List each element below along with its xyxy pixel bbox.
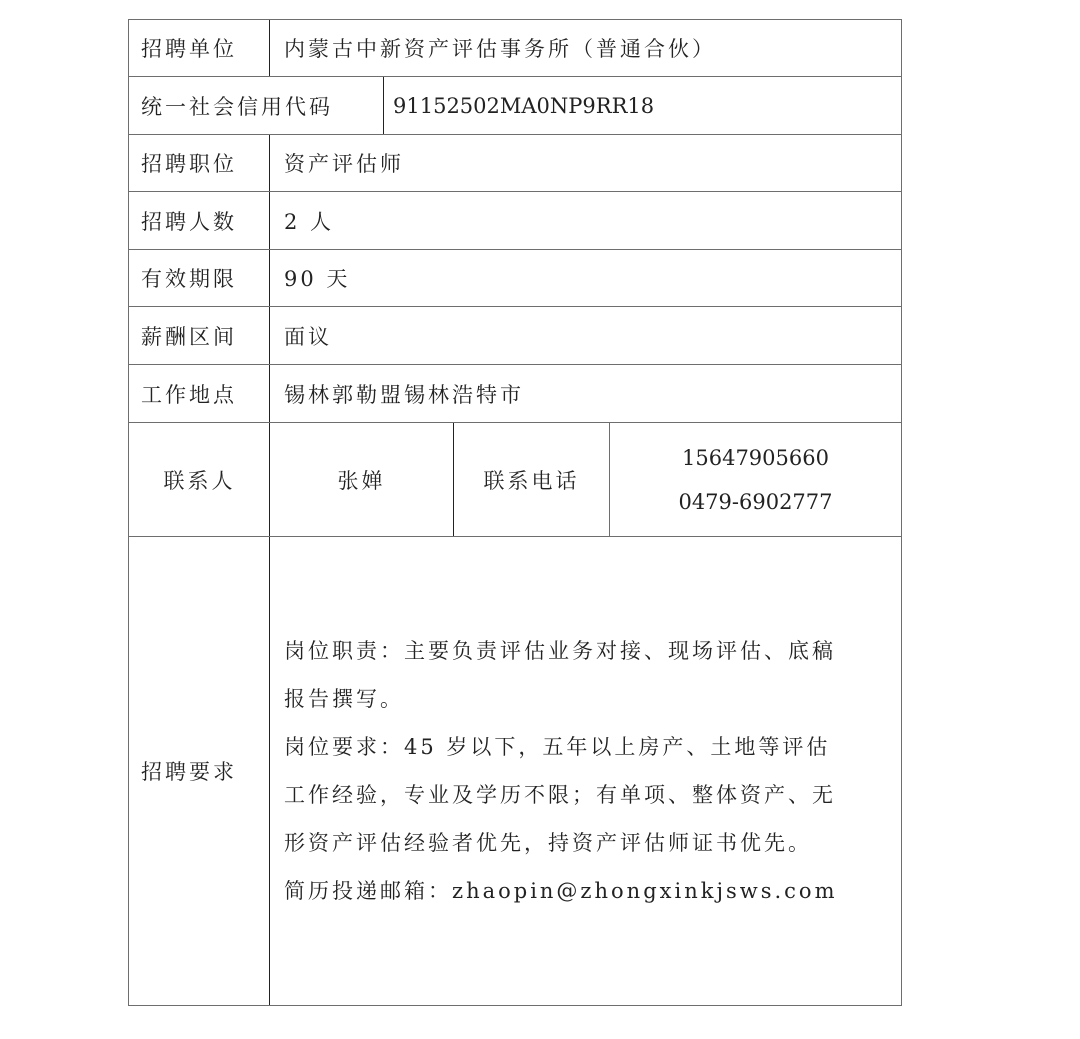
row-credit-code (129, 77, 901, 135)
position-label: 招聘职位 (141, 152, 237, 176)
phone-numbers (610, 423, 901, 536)
contact-label: 联系人 (163, 468, 236, 493)
job-posting-table (128, 19, 902, 1006)
position-value: 资产评估师 (284, 152, 404, 176)
credit-code-value: 91152502MA0NP9RR18 (393, 93, 655, 118)
salary-value: 面议 (284, 324, 332, 349)
location-value: 锡林郭勒盟锡林浩特市 (284, 382, 524, 407)
row-location (129, 365, 901, 423)
requirements-line: 报告撰写。 (284, 687, 404, 711)
location-label: 工作地点 (141, 382, 237, 407)
row-contact (129, 423, 901, 537)
requirements-line: 工作经验，专业及学历不限；有单项、整体资产、无 (284, 783, 836, 807)
requirements-line: 岗位要求：45 岁以下，五年以上房产、土地等评估 (284, 735, 831, 759)
credit-code-label: 统一社会信用代码 (141, 94, 333, 119)
employer-value: 内蒙古中新资产评估事务所（普通合伙） (284, 37, 716, 61)
phone-mobile: 15647905660 (682, 445, 829, 470)
headcount-value: 2 人 (284, 209, 335, 234)
row-requirements (129, 537, 901, 1005)
resume-email-line: 简历投递邮箱：zhaopin@zhongxinkjsws.com (284, 879, 838, 903)
row-headcount (129, 192, 901, 250)
contact-name: 张婵 (337, 468, 386, 493)
phone-landline: 0479-6902777 (678, 489, 833, 514)
validity-label: 有效期限 (141, 267, 237, 291)
employer-label: 招聘单位 (141, 37, 237, 61)
row-position (129, 135, 901, 192)
requirements-body (270, 537, 901, 1005)
requirements-line: 岗位职责：主要负责评估业务对接、现场评估、底稿 (284, 639, 836, 663)
row-employer (129, 20, 901, 77)
phone-label: 联系电话 (483, 468, 580, 493)
row-salary (129, 307, 901, 365)
requirements-label: 招聘要求 (141, 760, 237, 784)
salary-label: 薪酬区间 (141, 324, 237, 349)
requirements-line: 形资产评估经验者优先，持资产评估师证书优先。 (284, 831, 812, 855)
row-validity (129, 250, 901, 307)
headcount-label: 招聘人数 (141, 209, 237, 234)
validity-value: 90 天 (284, 267, 351, 291)
